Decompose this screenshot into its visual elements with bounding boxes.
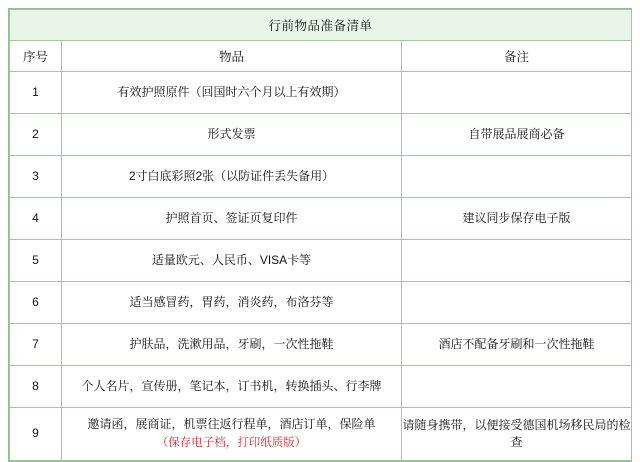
row-item-text: 个人名片，宣传册，笔记本，订书机，转换插头、行李牌 xyxy=(81,378,382,393)
row-item xyxy=(62,72,402,114)
table-row xyxy=(10,198,632,240)
row-number: 6 xyxy=(10,282,62,324)
row-item xyxy=(62,366,402,408)
row-item-text: 形式发票 xyxy=(207,126,256,141)
row-note xyxy=(402,366,632,408)
row-item-text: 邀请函，展商证，机票往返行程单，酒店订单，保险单 xyxy=(87,416,376,431)
checklist-sheet xyxy=(8,8,632,462)
row-note: 建议同步保存电子版 xyxy=(402,198,632,240)
column-header-item: 物品 xyxy=(62,41,402,72)
row-number: 2 xyxy=(10,114,62,156)
table-row xyxy=(10,72,632,114)
row-note xyxy=(402,240,632,282)
row-item xyxy=(62,240,402,282)
row-number: 9 xyxy=(10,408,62,461)
row-item-subtext: （保存电子档，打印纸质版） xyxy=(156,437,307,450)
row-item-text: 适当感冒药，胃药，消炎药，布洛芬等 xyxy=(129,294,334,309)
row-item-text: 2寸白底彩照2张（以防证件丢失备用） xyxy=(128,168,335,183)
table-row xyxy=(10,156,632,198)
row-item xyxy=(62,408,402,461)
table-title-row xyxy=(10,10,632,41)
row-number: 7 xyxy=(10,324,62,366)
row-item-text: 护肤品，洗漱用品，牙刷，一次性拖鞋 xyxy=(129,336,334,351)
row-item xyxy=(62,156,402,198)
row-number: 1 xyxy=(10,72,62,114)
row-number: 5 xyxy=(10,240,62,282)
row-note: 自带展品展商必备 xyxy=(402,114,632,156)
row-number: 8 xyxy=(10,366,62,408)
table-row xyxy=(10,408,632,461)
row-item xyxy=(62,324,402,366)
row-item-text: 护照首页、签证页复印件 xyxy=(165,210,298,225)
column-header-note: 备注 xyxy=(402,41,632,72)
table-row xyxy=(10,240,632,282)
checklist-table xyxy=(9,9,632,461)
row-note xyxy=(402,282,632,324)
row-note: 请随身携带，以便接受德国机场移民局的检查 xyxy=(402,408,632,461)
table-row xyxy=(10,282,632,324)
table-row xyxy=(10,324,632,366)
document-title: 行前物品准备清单 xyxy=(10,10,632,41)
table-header-row xyxy=(10,41,632,72)
row-number: 3 xyxy=(10,156,62,198)
table-row xyxy=(10,114,632,156)
row-note xyxy=(402,156,632,198)
row-item xyxy=(62,114,402,156)
row-note: 酒店不配备牙刷和一次性拖鞋 xyxy=(402,324,632,366)
row-item xyxy=(62,198,402,240)
row-item-text: 有效护照原件（回国时六个月以上有效期） xyxy=(117,84,346,99)
row-item-text: 适量欧元、人民币、VISA卡等 xyxy=(151,252,312,267)
row-note xyxy=(402,72,632,114)
row-number: 4 xyxy=(10,198,62,240)
row-item xyxy=(62,282,402,324)
column-header-no: 序号 xyxy=(10,41,62,72)
table-row xyxy=(10,366,632,408)
